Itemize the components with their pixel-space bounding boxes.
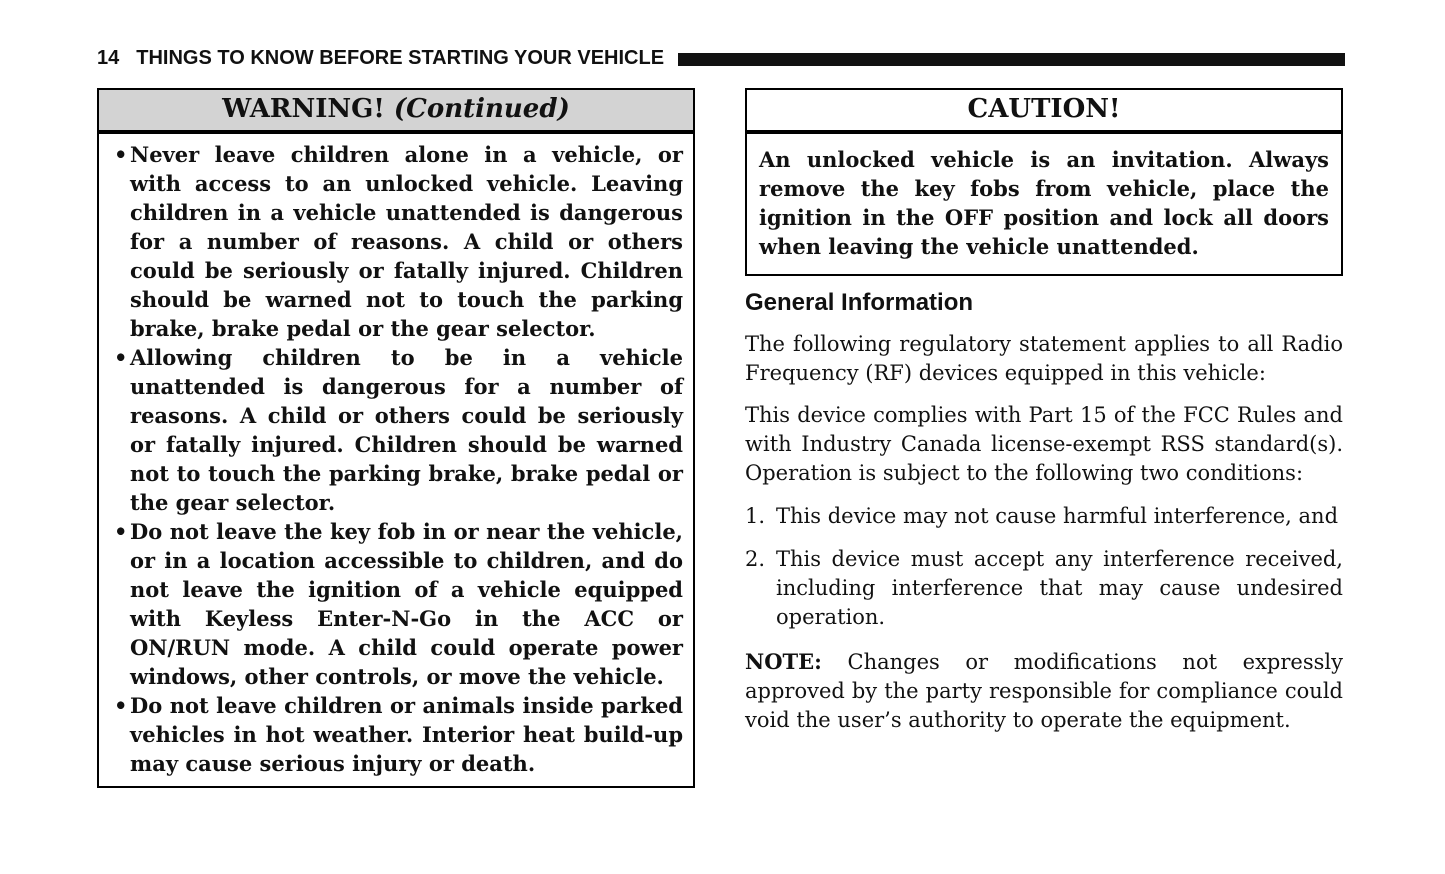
warning-box-body — [99, 132, 693, 786]
warning-title-suffix: (Continued) — [393, 94, 570, 124]
bullet-icon: • — [114, 345, 128, 370]
page-header — [97, 47, 1345, 70]
warning-box-header — [99, 90, 693, 132]
caution-box-body — [747, 132, 1341, 274]
right-column — [745, 88, 1343, 735]
bullet-icon: • — [114, 693, 128, 718]
fcc-condition-item — [745, 502, 1343, 531]
header-rule-bar — [678, 53, 1345, 66]
page-number: 14 — [97, 47, 120, 69]
general-info-paragraph-2: This device complies with Part 15 of the FCC Rules and with Industry Canada license-exempt RSS standard(s). Operation is subject to the following two conditions: — [745, 403, 1343, 485]
caution-box-header — [747, 90, 1341, 132]
warning-box — [97, 88, 695, 788]
page-title: THINGS TO KNOW BEFORE STARTING YOUR VEHICLE — [136, 47, 665, 69]
left-column — [97, 88, 695, 788]
caution-text: An unlocked vehicle is an invitation. Always remove the key fobs from vehicle, place the ignition in the OFF position and lock all doors when leaving the vehicle unattended. — [759, 147, 1329, 259]
warning-bullet-text: Never leave children alone in a vehicle, or with access to an unlocked vehicle. Leaving children in a vehicle unattended is dangerous for a number of reasons. A child or others could be seriously or fatally injured. Children should be warned not to touch the parking brake, brake pedal or the gear selector. — [130, 142, 683, 341]
fcc-conditions-list — [745, 502, 1343, 632]
warning-bullet-text: Do not leave children or animals inside parked vehicles in hot weather. Interior heat build-up may cause serious injury or death. — [130, 693, 683, 776]
warning-bullet-item — [107, 691, 683, 778]
note-paragraph — [745, 647, 1343, 735]
caution-title: CAUTION! — [967, 94, 1121, 124]
fcc-condition-item — [745, 545, 1343, 632]
note-label: NOTE: — [745, 649, 822, 674]
caution-box — [745, 88, 1343, 276]
bullet-icon: • — [114, 519, 128, 544]
general-information-heading: General Information — [745, 289, 974, 316]
warning-bullet-item — [107, 343, 683, 517]
bullet-icon: • — [114, 142, 128, 167]
warning-bullet-item — [107, 140, 683, 343]
fcc-condition-text: This device may not cause harmful interference, and — [776, 504, 1339, 528]
general-info-paragraph-1: The following regulatory statement applies to all Radio Frequency (RF) devices equipped in this vehicle: — [745, 332, 1343, 385]
warning-bullet-text: Allowing children to be in a vehicle unattended is dangerous for a number of reasons. A child or others could be seriously or fatally injured. Children should be warned not to touch the parking brake, brake pedal or the gear selector. — [130, 345, 683, 515]
list-number: 2. — [745, 547, 766, 571]
list-number: 1. — [745, 504, 766, 528]
warning-bullet-item — [107, 517, 683, 691]
warning-title: WARNING! — [222, 94, 385, 124]
note-text: Changes or modifications not expressly approved by the party responsible for compliance could void the user’s authority to operate the equipment. — [745, 650, 1343, 732]
warning-bullet-text: Do not leave the key fob in or near the vehicle, or in a location accessible to children, and do not leave the ignition of a vehicle equipped with Keyless Enter-N-Go in the ACC or ON/RUN mode. A child could operate power windows, other controls, or move the vehicle. — [130, 519, 683, 689]
warning-bullet-list — [107, 140, 683, 778]
fcc-condition-text: This device must accept any interference received, including interference that may cause undesired operation. — [776, 547, 1343, 629]
